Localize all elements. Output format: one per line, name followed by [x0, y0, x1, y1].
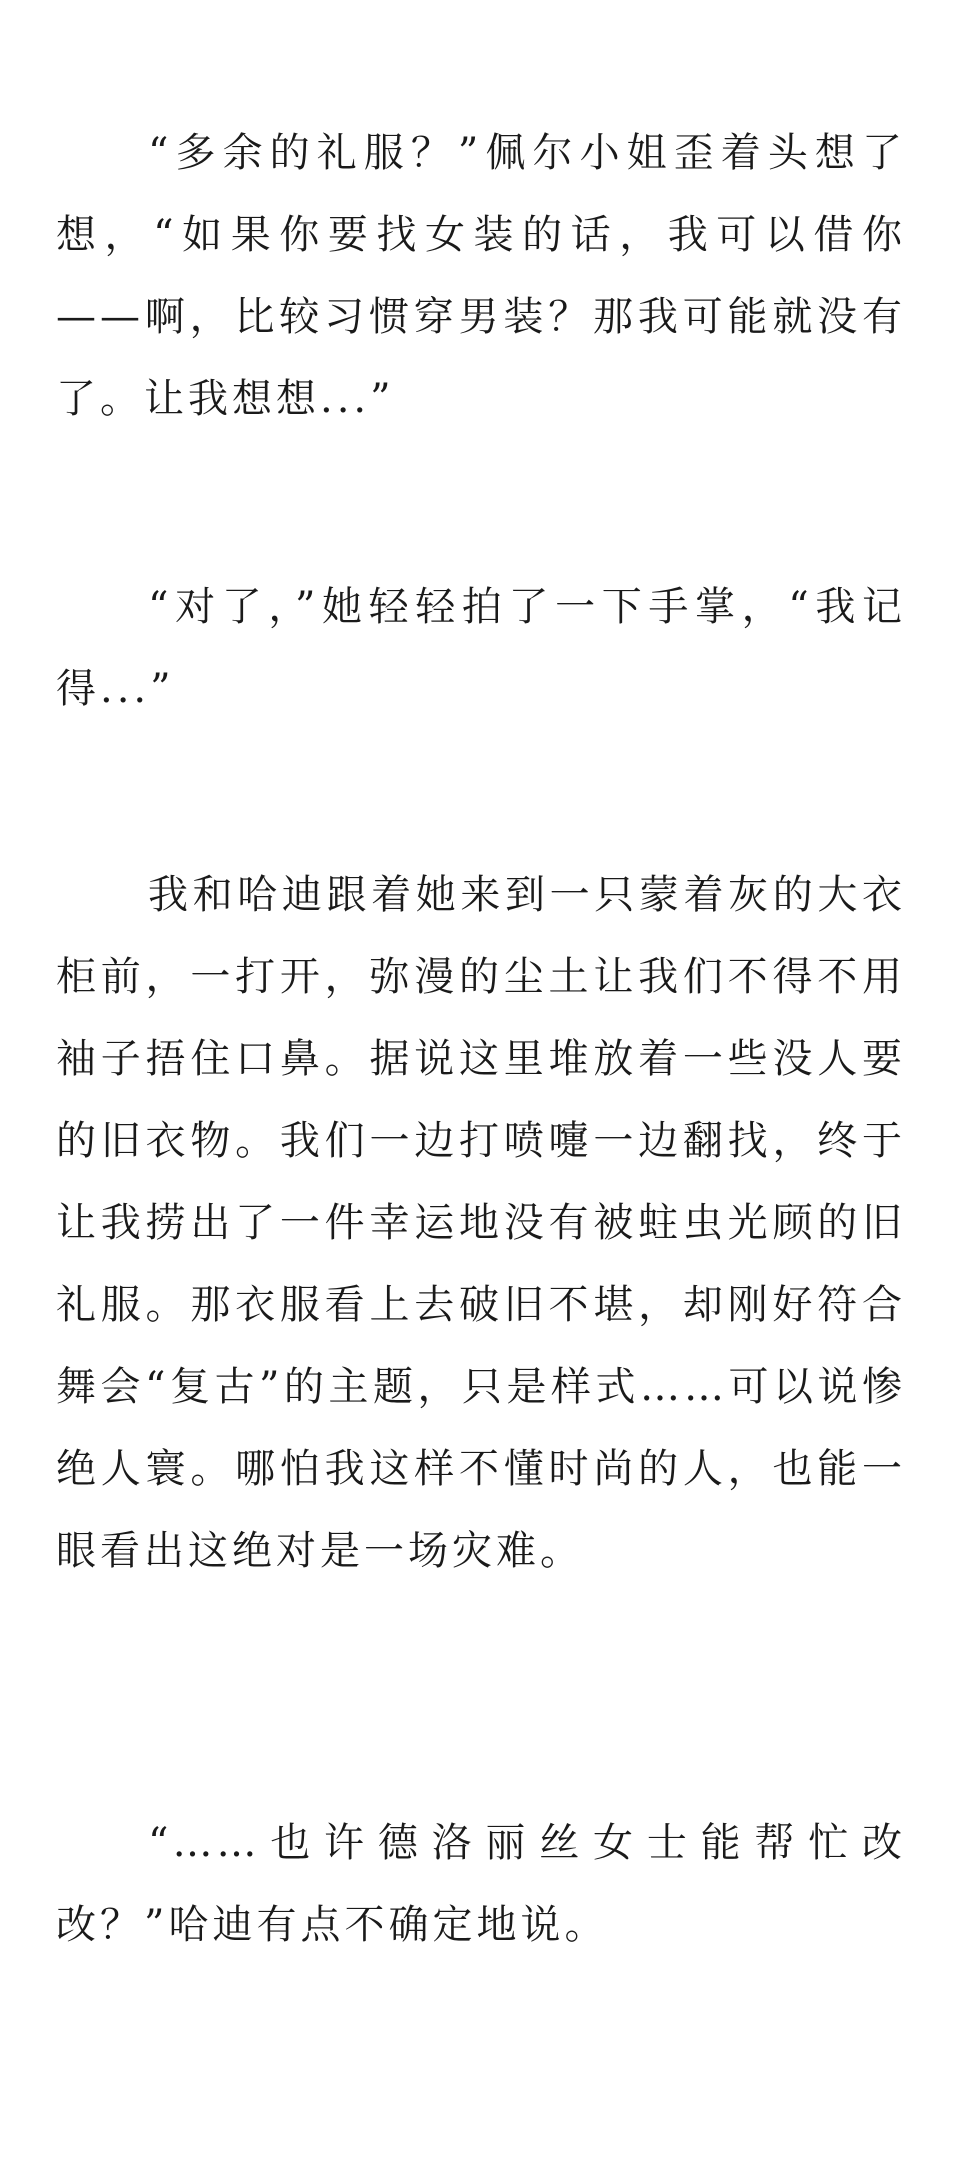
paragraph-remembered: “对了，”她轻轻拍了一下手掌，“我记得...”	[56, 584, 906, 712]
paragraph-wardrobe: 我和哈迪跟着她来到一只蒙着灰的大衣柜前，一打开，弥漫的尘土让我们不得不用袖子捂住口鼻。据说这里堆放着一些没人要的旧衣物。我们一边打喷嚏一边翻找，终于让我捞出了一件幸运地没有被蛀虫光顾的旧礼服。那衣服看上去破旧不堪，却刚好符合舞会“复古”的主题，只是样式……可以说惨绝人寰。哪怕我这样不懂时尚的人，也能一眼看出这绝对是一场灾难。	[56, 872, 906, 1574]
paragraph-dialogue-pearl: “多余的礼服？”佩尔小姐歪着头想了想，“如果你要找女装的话，我可以借你——啊，比较习惯穿男装？那我可能就没有了。让我想想...”	[56, 130, 906, 422]
paragraph-hardy-suggestion: “……也许德洛丽丝女士能帮忙改改？”哈迪有点不确定地说。	[56, 1820, 906, 1948]
